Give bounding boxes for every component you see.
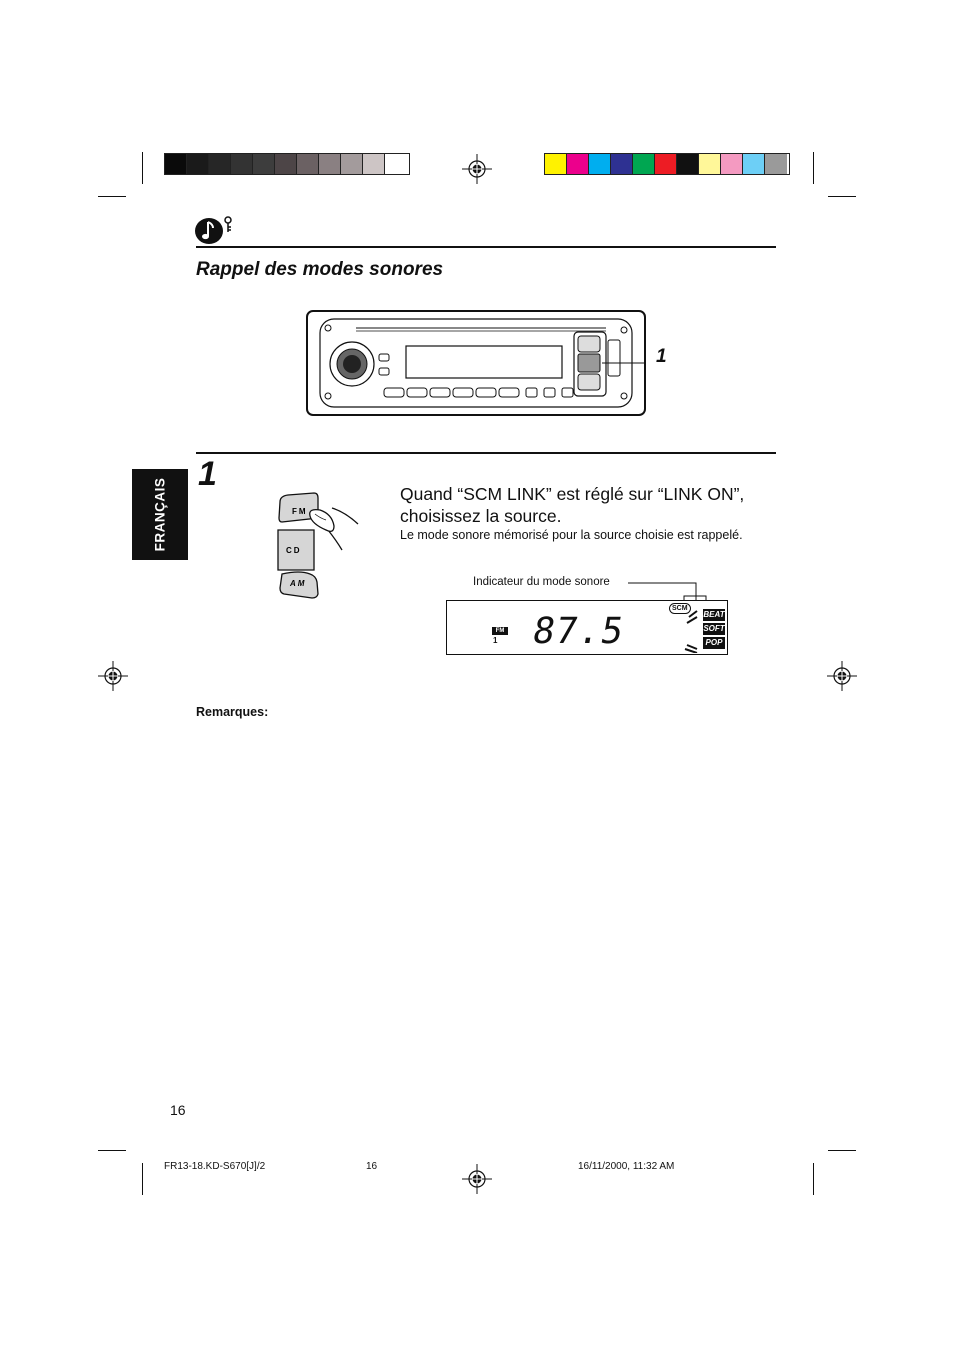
fm-button-label: FM (292, 507, 308, 516)
scm-badge: SCM (669, 603, 691, 614)
footer-page: 16 (366, 1161, 378, 1172)
car-stereo-panel-illustration (306, 310, 646, 416)
registration-mark-icon (827, 661, 857, 691)
color-swatch (545, 154, 567, 174)
color-swatch (567, 154, 589, 174)
page-number: 16 (170, 1102, 186, 1118)
indicator-label: Indicateur du mode sonore (473, 576, 610, 588)
process-color-bar (544, 153, 790, 175)
panel-callout-number: 1 (656, 346, 667, 367)
cd-button-label: CD (286, 546, 302, 555)
color-swatch (721, 154, 743, 174)
color-swatch (209, 154, 231, 174)
crop-mark (98, 196, 126, 197)
step-detail: Le mode sonore mémorisé pour la source choisie est rappelé. (400, 528, 743, 542)
color-swatch (743, 154, 765, 174)
registration-mark-icon (462, 1164, 492, 1194)
registration-mark-icon (98, 661, 128, 691)
source-buttons-illustration (270, 490, 370, 605)
color-swatch (633, 154, 655, 174)
language-side-tab (132, 469, 188, 560)
color-swatch (231, 154, 253, 174)
color-swatch (341, 154, 363, 174)
color-swatch (611, 154, 633, 174)
crop-mark (98, 1150, 126, 1151)
color-swatch (363, 154, 385, 174)
frequency-readout: 87.5 (529, 611, 628, 652)
step-instruction: Quand “SCM LINK” est réglé sur “LINK ON”, choisissez la source. (400, 484, 745, 526)
color-swatch (699, 154, 721, 174)
color-swatch (165, 154, 187, 174)
color-swatch (187, 154, 209, 174)
am-button-label: AM (290, 579, 307, 588)
footer-timestamp: 16/11/2000, 11:32 AM (578, 1161, 675, 1172)
color-swatch (275, 154, 297, 174)
color-swatch (319, 154, 341, 174)
mode-soft: SOFT (703, 624, 725, 633)
color-swatch (677, 154, 699, 174)
step-number: 1 (198, 455, 217, 493)
preset-number: 1 (493, 636, 498, 645)
color-swatch (765, 154, 787, 174)
crop-mark (813, 1163, 814, 1195)
band-indicator: FM (492, 627, 508, 635)
grayscale-color-bar (164, 153, 410, 175)
lcd-display (446, 600, 728, 655)
step-rule (196, 452, 776, 454)
remarks-label: Remarques: (196, 705, 269, 719)
mode-pop: POP (703, 637, 725, 649)
crop-mark (828, 1150, 856, 1151)
color-swatch (253, 154, 275, 174)
crop-mark (142, 152, 143, 184)
sound-mode-note-icon (194, 212, 234, 246)
crop-mark (142, 1163, 143, 1195)
color-swatch (655, 154, 677, 174)
language-label: FRANÇAIS (152, 477, 168, 552)
color-swatch (297, 154, 319, 174)
footer-file: FR13-18.KD-S670[J]/2 (164, 1161, 266, 1172)
color-swatch (589, 154, 611, 174)
registration-mark-icon (462, 154, 492, 184)
section-rule (196, 246, 776, 248)
color-swatch (385, 154, 407, 174)
mode-beat: BEAT (703, 610, 725, 619)
section-title: Rappel des modes sonores (196, 259, 444, 280)
crop-mark (828, 196, 856, 197)
crop-mark (813, 152, 814, 184)
